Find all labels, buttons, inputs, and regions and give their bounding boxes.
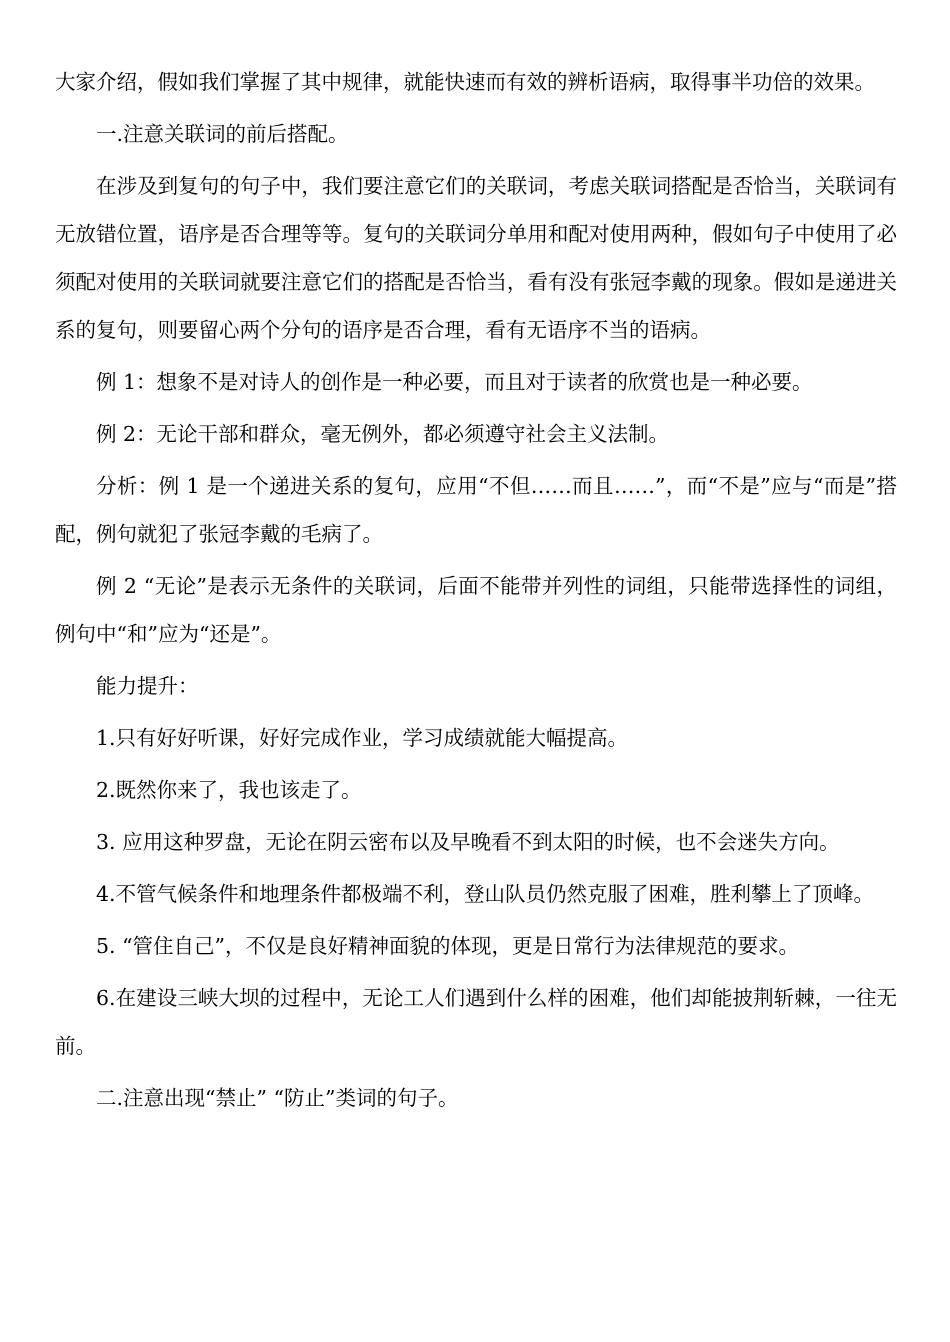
- exercise-item-1: 1.只有好好听课，好好完成作业，学习成绩就能大幅提高。: [96, 726, 629, 750]
- analysis-2: 例 2 “无论”是表示无条件的关联词，后面不能带并列性的词组，只能带选择性的词组，例句中“和”应为“还是”。: [55, 574, 897, 646]
- section-heading-2: 二.注意出现“禁止” “防止”类词的句子。: [96, 1086, 459, 1110]
- section-heading-1: 一.注意关联词的前后搭配。: [96, 122, 349, 146]
- paragraph-explanation: 在涉及到复句的句子中，我们要注意它们的关联词，考虑关联词搭配是否恰当，关联词有无放错位置，语序是否合理等等。复句的关联词分单用和配对使用两种，假如句子中使用了必须配对使用的关联词就要注意它们的搭配是否恰当，看有没有张冠李戴的现象。假如是递进关系的复句，则要留心两个分句的语序是否合理，看有无语序不当的语病。: [55, 174, 897, 342]
- exercise-item-2: 2.既然你来了，我也该走了。: [96, 778, 362, 802]
- exercise-item-4: 4.不管气候条件和地理条件都极端不利，登山队员仍然克服了困难，胜利攀上了顶峰。: [96, 882, 875, 906]
- exercise-item-3: 3. 应用这种罗盘，无论在阴云密布以及早晚看不到太阳的时候，也不会迷失方向。: [96, 830, 840, 854]
- exercise-heading: 能力提升：: [96, 674, 199, 698]
- exercise-item-6: 6.在建设三峡大坝的过程中，无论工人们遇到什么样的困难，他们却能披荆斩棘，一往无前。: [55, 986, 897, 1058]
- paragraph-intro-continuation: 大家介绍，假如我们掌握了其中规律，就能快速而有效的辨析语病，取得事半功倍的效果。: [55, 70, 875, 94]
- example-1: 例 1：想象不是对诗人的创作是一种必要，而且对于读者的欣赏也是一种必要。: [96, 370, 813, 394]
- exercise-item-5: 5. “管住自己”，不仅是良好精神面貌的体现，更是日常行为法律规范的要求。: [96, 934, 800, 958]
- analysis-1: 分析：例 1 是一个递进关系的复句，应用“不但……而且……”，而“不是”应与“而是”搭配，例句就犯了张冠李戴的毛病了。: [55, 474, 897, 546]
- document-page: [55, 58, 897, 1126]
- example-2: 例 2：无论干部和群众，毫无例外，都必须遵守社会主义法制。: [96, 422, 670, 446]
